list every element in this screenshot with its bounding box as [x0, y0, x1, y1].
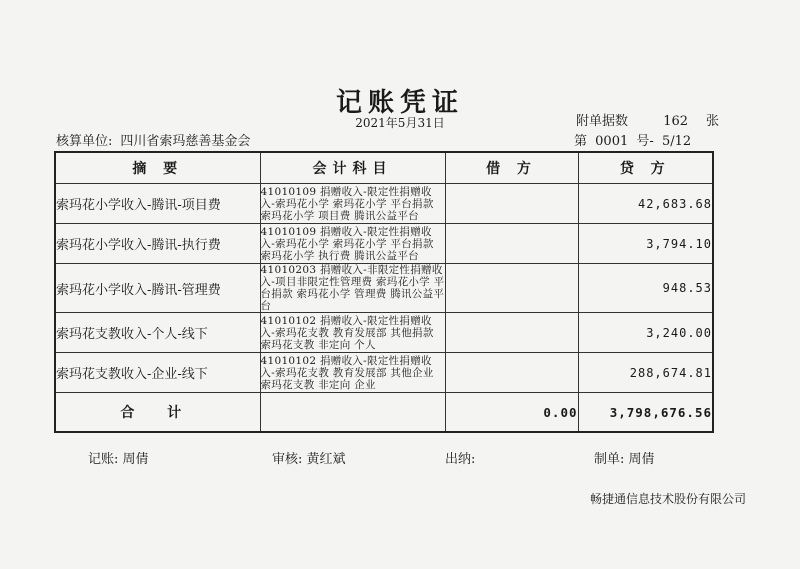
auditor-signature [272, 448, 346, 467]
row-summary: 索玛花支教收入-企业-线下 [55, 353, 260, 393]
row-summary: 索玛花小学收入-腾讯-项目费 [55, 184, 260, 224]
row-summary: 索玛花支教收入-个人-线下 [55, 313, 260, 353]
auditor-name: 黄红斌 [306, 452, 346, 467]
table-row [55, 264, 713, 313]
row-credit: 948.53 [578, 264, 713, 313]
voucher-no: 0001 [595, 134, 629, 149]
bookkeeper-label: 记账: [88, 452, 119, 467]
total-credit: 3,798,676.56 [578, 393, 713, 433]
voucher-title: 记账凭证 [335, 88, 464, 118]
row-debit [445, 353, 578, 393]
maker-label: 制单: [594, 452, 625, 467]
maker-name: 周倩 [628, 452, 655, 467]
voucher-table [54, 151, 714, 433]
row-subject [260, 224, 445, 264]
row-subject [260, 184, 445, 224]
voucher-page: 5/12 [661, 134, 692, 149]
row-subject-text: 41010102 捐赠收入-限定性捐赠收入-索玛花支教 教育发展部 其他捐款 索玛花支教 非定向 个人 [260, 314, 434, 351]
total-label: 合 计 [55, 393, 260, 433]
row-summary: 索玛花小学收入-腾讯-管理费 [55, 264, 260, 313]
header-summary: 摘 要 [55, 152, 260, 184]
row-debit [445, 224, 578, 264]
voucher-date: 2021年5月31日 [355, 116, 445, 130]
row-subject-text: 41010102 捐赠收入-限定性捐赠收入-索玛花支教 教育发展部 其他企业 索玛花支教 非定向 企业 [260, 354, 434, 391]
bookkeeper-name: 周倩 [122, 452, 149, 467]
row-debit [445, 313, 578, 353]
voucher-number [574, 130, 695, 149]
row-subject [260, 313, 445, 353]
total-subject-empty [260, 393, 445, 433]
organization-label: 核算单位: [56, 134, 113, 149]
header-debit: 借 方 [445, 152, 578, 184]
auditor-label: 审核: [272, 452, 303, 467]
row-debit [445, 264, 578, 313]
row-credit: 42,683.68 [578, 184, 713, 224]
row-subject-text: 41010109 捐赠收入-限定性捐赠收入-索玛花小学 索玛花小学 平台捐款 索玛花小学 执行费 腾讯公益平台 [260, 225, 434, 262]
header-subject: 会计科目 [260, 152, 445, 184]
row-subject-text: 41010109 捐赠收入-限定性捐赠收入-索玛花小学 索玛花小学 平台捐款 索玛花小学 项目费 腾讯公益平台 [260, 185, 434, 222]
software-company: 畅捷通信息技术股份有限公司 [589, 492, 746, 506]
header-credit: 贷 方 [578, 152, 713, 184]
cashier-label: 出纳: [445, 452, 476, 467]
row-subject [260, 353, 445, 393]
row-debit [445, 184, 578, 224]
row-subject-text: 41010203 捐赠收入-非限定性捐赠收入-项目非限定性管理费 索玛花小学 平台捐款 索玛花小学 管理费 腾讯公益平台 [260, 264, 445, 312]
total-row [55, 393, 713, 433]
attachment-count: 162 [663, 114, 689, 129]
table-header [55, 152, 713, 184]
organization-name: 四川省索玛慈善基金会 [120, 134, 251, 149]
row-subject [260, 264, 445, 313]
attachment-info [576, 110, 719, 129]
table-row [55, 224, 713, 264]
row-summary: 索玛花小学收入-腾讯-执行费 [55, 224, 260, 264]
maker-signature [594, 448, 655, 467]
table-row [55, 353, 713, 393]
bookkeeper-signature [88, 448, 149, 467]
organization-line [56, 130, 250, 149]
attachment-unit: 张 [706, 114, 720, 129]
voucher-word: 第 [574, 134, 588, 149]
row-credit: 3,794.10 [578, 224, 713, 264]
voucher-hao: 号- [636, 134, 654, 149]
table-row [55, 313, 713, 353]
cashier-signature [445, 448, 475, 467]
attachment-label: 附单据数 [576, 114, 629, 129]
table-row [55, 184, 713, 224]
row-credit: 3,240.00 [578, 313, 713, 353]
total-debit: 0.00 [445, 393, 578, 433]
row-credit: 288,674.81 [578, 353, 713, 393]
